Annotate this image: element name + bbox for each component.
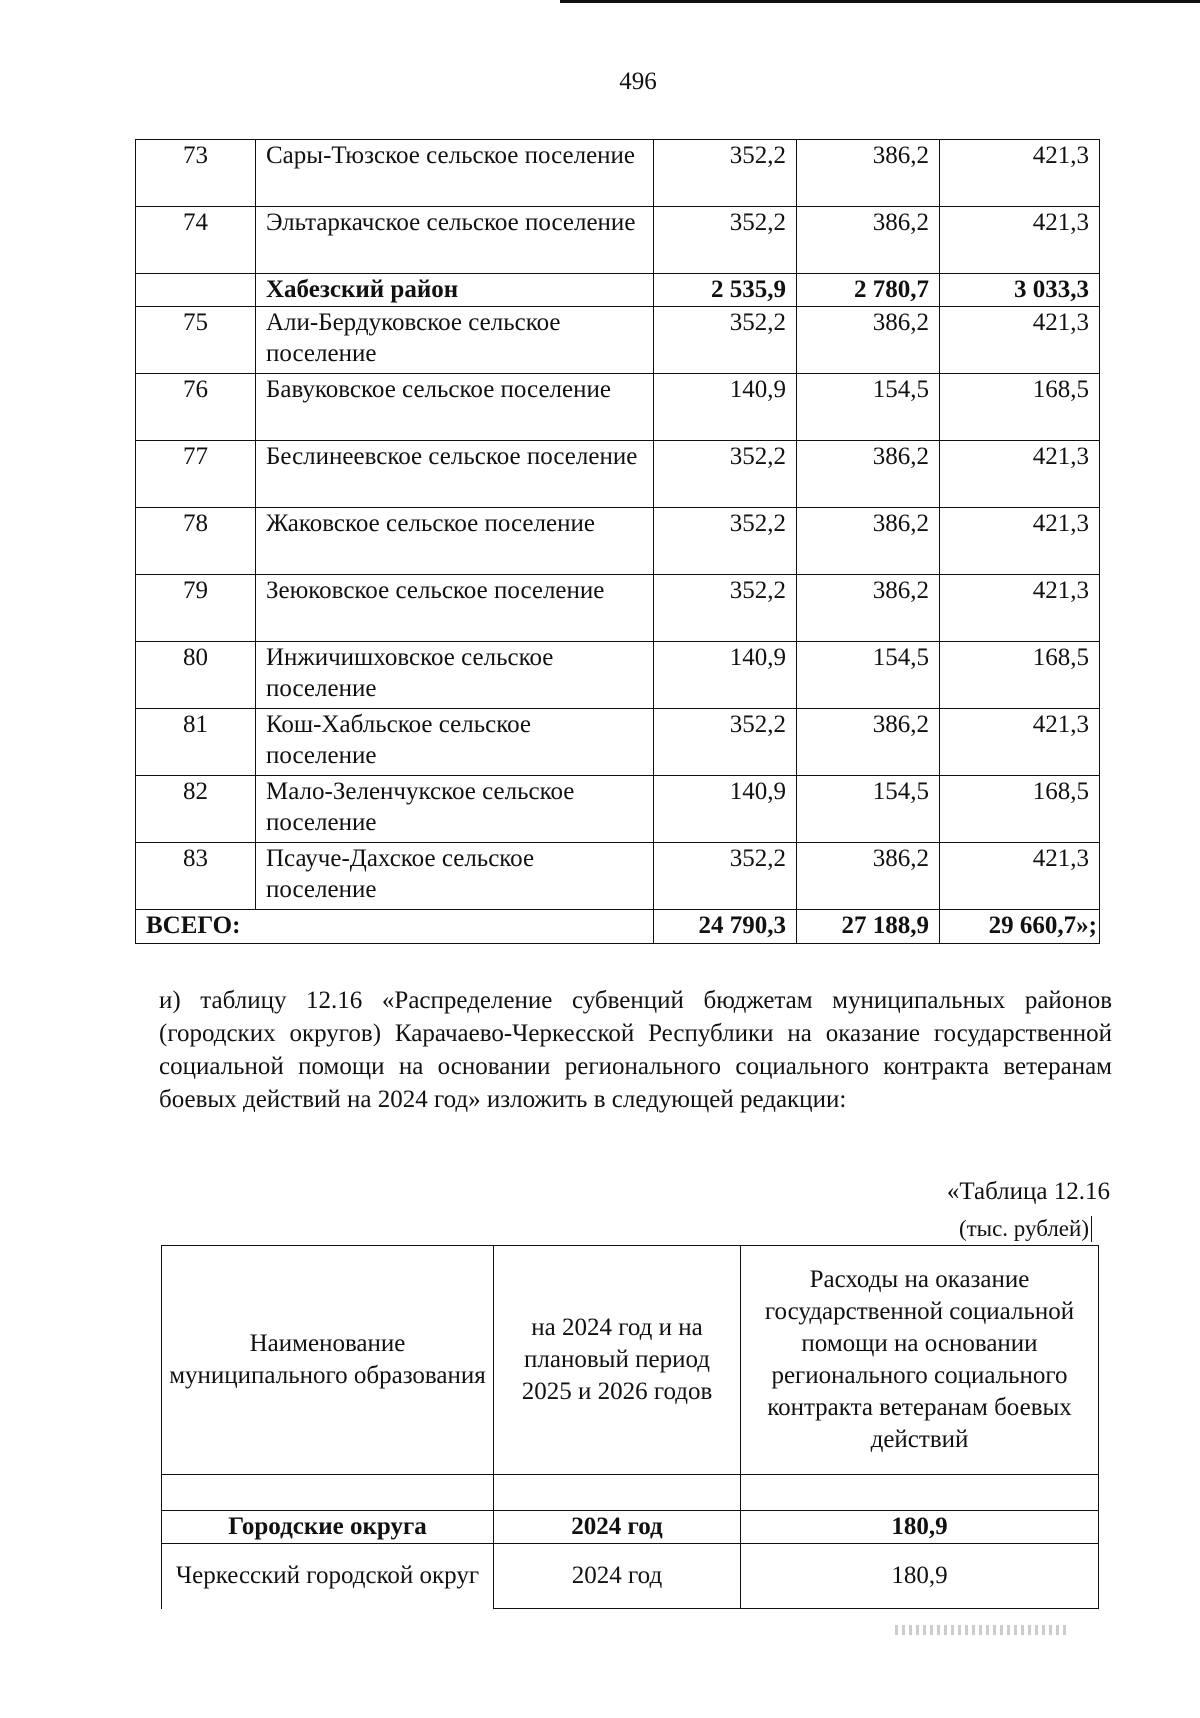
table-row (136, 140, 1100, 207)
value-2025: 386,2 (797, 709, 940, 776)
table-unit: (тыс. рублей) (959, 1216, 1092, 1242)
value-2026: 421,3 (940, 508, 1100, 575)
value-2024: 352,2 (654, 140, 797, 207)
row-number: 79 (136, 575, 256, 642)
page-number: 496 (619, 68, 657, 95)
settlement-name: Мало-Зеленчукское сельское поселение (256, 776, 654, 843)
row-number: 83 (136, 843, 256, 910)
settlement-name: Сары-Тюзское сельское поселение (256, 140, 654, 207)
value-2026: 168,5 (940, 642, 1100, 709)
value-2026: 421,3 (940, 441, 1100, 508)
value-2024: 2 535,9 (654, 274, 797, 307)
value-2025: 386,2 (797, 441, 940, 508)
value-2026: 168,5 (940, 374, 1100, 441)
table-row (136, 776, 1100, 843)
value-2025: 154,5 (797, 374, 940, 441)
value-2025: 386,2 (797, 508, 940, 575)
total-label: ВСЕГО: (136, 910, 654, 944)
scan-noise (895, 1625, 1070, 1635)
total-2025: 27 188,9 (797, 910, 940, 944)
header-expenses: Расходы на оказание государственной социальной помощи на основании регионального социального контракта ветеранам боевых действий (741, 1246, 1099, 1475)
settlement-name: Псауче-Дахское сельское поселение (256, 843, 654, 910)
value-2025: 386,2 (797, 307, 940, 374)
value-2024: 352,2 (654, 441, 797, 508)
value-2026: 421,3 (940, 140, 1100, 207)
row-number: 77 (136, 441, 256, 508)
settlement-name: Инжичишховское сельское поселение (256, 642, 654, 709)
row-number: 82 (136, 776, 256, 843)
value-2024: 140,9 (654, 776, 797, 843)
table-row (136, 642, 1100, 709)
header-row (162, 1246, 1099, 1475)
subsidy-table-continued (135, 139, 1100, 944)
table-12-16 (161, 1245, 1099, 1609)
value-2024: 352,2 (654, 843, 797, 910)
value-2024: 352,2 (654, 508, 797, 575)
value-2025: 386,2 (797, 575, 940, 642)
value-2024: 140,9 (654, 374, 797, 441)
row-number: 80 (136, 642, 256, 709)
value-2025: 386,2 (797, 140, 940, 207)
total-2024: 24 790,3 (654, 910, 797, 944)
table-row (136, 307, 1100, 374)
row-number: 78 (136, 508, 256, 575)
table-caption: «Таблица 12.16 (946, 1178, 1110, 1205)
value-2025: 386,2 (797, 843, 940, 910)
value-2025: 2 780,7 (797, 274, 940, 307)
table-row (136, 575, 1100, 642)
value-2026: 168,5 (940, 776, 1100, 843)
empty-row (162, 1475, 1099, 1511)
value-2024: 352,2 (654, 575, 797, 642)
top-border-line (560, 0, 1200, 3)
group-value: 180,9 (741, 1511, 1099, 1544)
value-2025: 154,5 (797, 642, 940, 709)
value-2026: 421,3 (940, 709, 1100, 776)
row-number: 81 (136, 709, 256, 776)
header-period: на 2024 год и на плановый период 2025 и 2026 годов (494, 1246, 741, 1475)
table-row (136, 441, 1100, 508)
group-year: 2024 год (494, 1511, 741, 1544)
settlement-name: Кош-Хабльское сельское поселение (256, 709, 654, 776)
value-2026: 3 033,3 (940, 274, 1100, 307)
row-number: 74 (136, 207, 256, 274)
row-name: Черкесский городской округ (162, 1544, 494, 1609)
total-row (136, 910, 1100, 944)
table-row (136, 374, 1100, 441)
group-row (162, 1511, 1099, 1544)
settlement-name: Бавуковское сельское поселение (256, 374, 654, 441)
value-2025: 154,5 (797, 776, 940, 843)
table-row (136, 508, 1100, 575)
table-row (136, 207, 1100, 274)
row-number (136, 274, 256, 307)
row-value: 180,9 (741, 1544, 1099, 1609)
group-name: Городские округа (162, 1511, 494, 1544)
value-2026: 421,3 (940, 207, 1100, 274)
table-row (162, 1544, 1099, 1609)
settlement-name: Зеюковское сельское поселение (256, 575, 654, 642)
settlement-name: Хабезский район (256, 274, 654, 307)
value-2026: 421,3 (940, 843, 1100, 910)
settlement-name: Али-Бердуковское сельское поселение (256, 307, 654, 374)
row-number: 73 (136, 140, 256, 207)
header-name: Наименование муниципального образования (162, 1246, 494, 1475)
table-row (136, 843, 1100, 910)
value-2026: 421,3 (940, 575, 1100, 642)
value-2024: 352,2 (654, 307, 797, 374)
settlement-name: Беслинеевское сельское поселение (256, 441, 654, 508)
value-2024: 352,2 (654, 709, 797, 776)
total-2026: 29 660,7»; (940, 910, 1100, 944)
value-2024: 140,9 (654, 642, 797, 709)
value-2024: 352,2 (654, 207, 797, 274)
amendment-paragraph: и) таблицу 12.16 «Распределение субвенций бюджетам муниципальных районов (городских округов) Карачаево-Черкесской Республики на оказание государственной социальной помощи на основании регионального социального контракта ветеранам боевых действий на 2024 год» изложить в следующей редакции: (159, 987, 1112, 1113)
value-2026: 421,3 (940, 307, 1100, 374)
settlement-name: Жаковское сельское поселение (256, 508, 654, 575)
row-number: 75 (136, 307, 256, 374)
value-2025: 386,2 (797, 207, 940, 274)
row-year: 2024 год (494, 1544, 741, 1609)
settlement-name: Эльтаркачское сельское поселение (256, 207, 654, 274)
district-subtotal-row (136, 274, 1100, 307)
row-number: 76 (136, 374, 256, 441)
table-row (136, 709, 1100, 776)
